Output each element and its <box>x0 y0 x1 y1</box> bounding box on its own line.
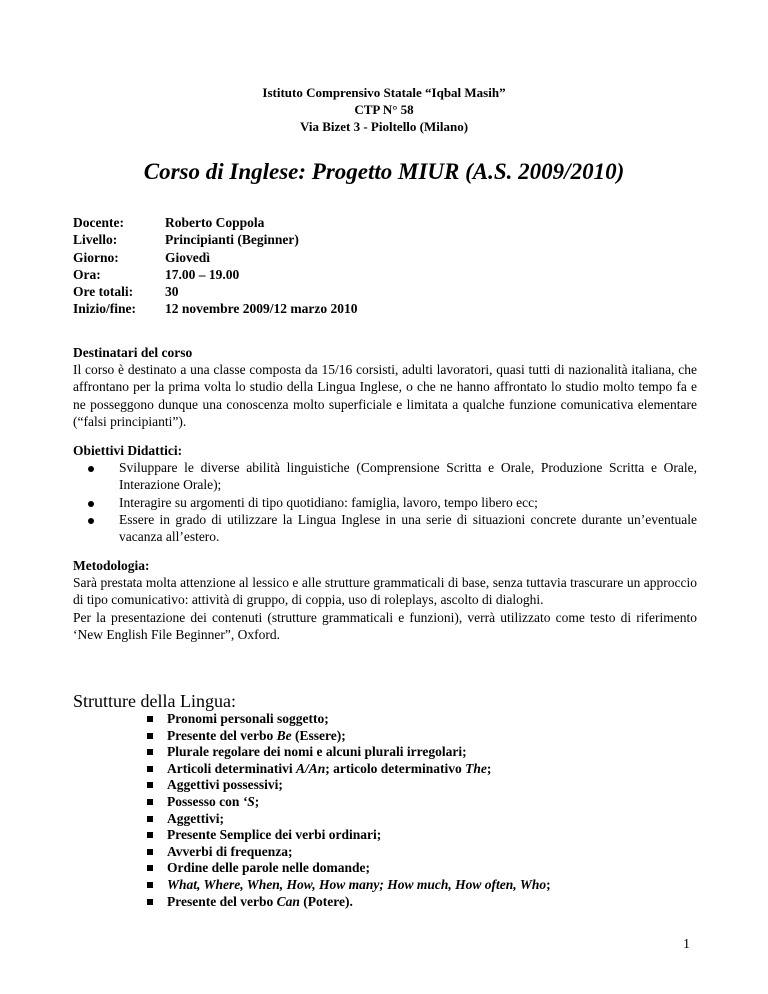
list-item: Ordine delle parole nelle domande; <box>145 860 551 877</box>
square-bullet-icon <box>147 716 153 722</box>
list-item: Plurale regolare dei nomi e alcuni plurali irregolari; <box>145 744 551 761</box>
metodologia-section <box>73 557 697 643</box>
list-item: Presente del verbo Can (Potere). <box>145 894 551 911</box>
list-item: What, Where, When, How, How many; How much, How often, Who; <box>145 877 551 894</box>
school-name: Istituto Comprensivo Statale “Iqbal Masih” <box>262 85 506 100</box>
info-row <box>73 283 357 300</box>
info-value: Giovedì <box>165 249 211 265</box>
list-item: Essere in grado di utilizzare la Lingua Inglese in una serie di situazioni concrete durante un’eventuale vacanza all’estero. <box>73 511 697 545</box>
section-text: Sarà prestata molta attenzione al lessico e alle strutture grammaticali di base, senza tuttavia trascurare un approccio di tipo comunicativo: attività di gruppo, di coppia, uso di roleplays, ascolto di dialoghi. <box>73 575 697 608</box>
info-row <box>73 300 357 317</box>
list-item: Presente del verbo Be (Essere); <box>145 728 551 745</box>
obiettivi-section <box>73 442 697 545</box>
info-row <box>73 231 357 248</box>
info-label: Livello: <box>73 232 118 248</box>
square-bullet-icon <box>147 766 153 772</box>
section-text: Per la presentazione dei contenuti (strutture grammaticali e funzioni), verrà utilizzato come testo di riferimento ‘New English File Beginner”, Oxford. <box>73 609 697 642</box>
info-label: Ore totali: <box>73 284 134 300</box>
school-address: Via Bizet 3 - Pioltello (Milano) <box>299 119 469 134</box>
info-row <box>73 249 357 266</box>
square-bullet-icon <box>147 865 153 871</box>
list-item: Avverbi di frequenza; <box>145 844 551 861</box>
info-label: Inizio/fine: <box>73 301 136 317</box>
destinatari-section <box>73 344 697 430</box>
square-bullet-icon <box>147 882 153 888</box>
list-item: Sviluppare le diverse abilità linguistiche (Comprensione Scritta e Orale, Produzione Scritta e Orale, Interazione Orale); <box>73 459 697 493</box>
info-value: 12 novembre 2009/12 marzo 2010 <box>165 301 358 317</box>
list-item: Articoli determinativi A/An; articolo determinativo The; <box>145 761 551 778</box>
info-row <box>73 214 357 231</box>
section-text: Il corso è destinato a una classe composta da 15/16 corsisti, adulti lavoratori, quasi tutti di nazionalità italiana, che affrontano per la prima volta lo studio della Lingua Inglese, o che ne hanno affrontato lo studio molto tempo fa e ne posseggono dunque una conoscenza molto superficiale e limitata a qualche funzione comunicativa elementare (“falsi principianti”). <box>73 362 697 429</box>
course-info <box>73 214 357 318</box>
info-label: Ora: <box>73 266 101 282</box>
bullet-icon <box>88 501 94 507</box>
list-item: Possesso con ‘S; <box>145 794 551 811</box>
info-value: 30 <box>165 284 179 300</box>
section-heading: Obiettivi Didattici: <box>73 443 183 458</box>
section-heading: Metodologia: <box>73 558 150 573</box>
section-heading: Destinatari del corso <box>73 345 193 360</box>
list-item: Aggettivi; <box>145 811 551 828</box>
list-item: Aggettivi possessivi; <box>145 777 551 794</box>
info-value: Principianti (Beginner) <box>165 232 299 248</box>
strutture-heading: Strutture della Lingua: <box>73 691 236 711</box>
square-bullet-icon <box>147 799 153 805</box>
info-value: 17.00 – 19.00 <box>165 266 240 282</box>
bullet-icon <box>88 518 94 524</box>
info-label: Docente: <box>73 215 124 230</box>
list-item: Pronomi personali soggetto; <box>145 711 551 728</box>
square-bullet-icon <box>147 733 153 739</box>
page-number: 1 <box>683 937 690 952</box>
list-item: Interagire su argomenti di tipo quotidiano: famiglia, lavoro, tempo libero ecc; <box>73 494 697 511</box>
objectives-list <box>73 459 697 545</box>
square-bullet-icon <box>147 816 153 822</box>
list-item: Presente Semplice dei verbi ordinari; <box>145 827 551 844</box>
strutture-list <box>145 711 551 910</box>
info-label: Giorno: <box>73 249 119 265</box>
square-bullet-icon <box>147 899 153 905</box>
info-value: Roberto Coppola <box>165 215 265 230</box>
info-row <box>73 266 357 283</box>
square-bullet-icon <box>147 832 153 838</box>
bullet-icon <box>88 466 94 472</box>
square-bullet-icon <box>147 782 153 788</box>
document-title: Corso di Inglese: Progetto MIUR (A.S. 2009/2010) <box>143 159 625 184</box>
square-bullet-icon <box>147 849 153 855</box>
square-bullet-icon <box>147 749 153 755</box>
school-code: CTP N° 58 <box>354 102 414 117</box>
